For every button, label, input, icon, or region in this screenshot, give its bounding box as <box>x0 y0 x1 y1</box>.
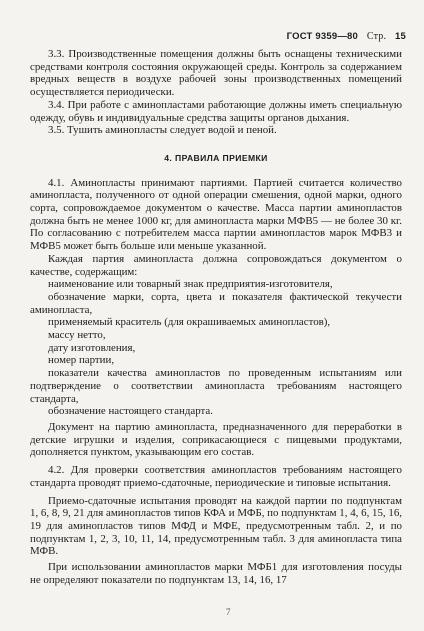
paragraph-3-5: 3.5. Тушить аминопласты следует водой и пеной. <box>48 124 277 137</box>
paragraph-acceptance-tests: Приемо-сдаточные испытания проводят на каждой партии по подпунктам 1, 6, 8, 9, 21 для аминопластов типов КФА и МФБ, по подпунктам 1, 4, 6, 15, 16, 19 для аминопластов типов МФД и МФЕ, предусмотренным табл. 2, и по подпунктам 1, 2, 3, 10, 11, 14, предусмотренным табл. 3 для аминопласта типа МФВ. <box>30 494 402 558</box>
list-item: дату изготовления, <box>48 341 136 354</box>
page-number: 15 <box>395 31 406 42</box>
list-item: обозначение марки, сорта, цвета и показателя фактической текучести аминопласта, <box>30 290 402 316</box>
list-item: наименование или товарный знак предприятия-изготовителя, <box>48 278 333 291</box>
paragraph-toys: Документ на партию аминопласта, предназначенного для переработки в детские игрушки и изделия, соприкасающиеся с пищевыми продуктами, дополняется пунктом, указывающим его состав. <box>30 420 402 459</box>
paragraph-4-2: 4.2. Для проверки соответствия аминопластов требованиям настоящего стандарта проводят приемо-сдаточные, периодические и типовые испытания. <box>30 464 402 489</box>
page-header <box>281 31 406 42</box>
page-label: Стр. <box>366 31 387 42</box>
paragraph-tableware: При использовании аминопластов марки МФБ1 для изготовления посуды не определяют показатели по подпунктам 13, 14, 16, 17 <box>30 561 402 586</box>
document-body <box>30 48 402 586</box>
section-title: 4. ПРАВИЛА ПРИЕМКИ <box>164 152 268 163</box>
paragraph-4-1: 4.1. Аминопласты принимают партиями. Партией считается количество аминопласта, полученного от одной операции смешения, одной марки, одного сорта, сопровождаемое документом о качестве. Масса партии аминопластов должна быть не менее 1000 кг, для аминопласта марки МФВ5 — не более 30 кг. По согласованию с потребителем масса партии аминопластов марок МФВ3 и МФВ5 может быть больше или меньше указанной. <box>30 176 402 253</box>
list-item: показатели качества аминопластов по проведенным испытаниям или подтверждение о соответствии аминопласта требованиям настоящего стандарта, <box>30 367 402 405</box>
footer-mark: 7 <box>226 607 231 617</box>
paragraph-3-3: 3.3. Производственные помещения должны быть оснащены техническими средствами контроля состояния окружающей среды. Контроль за содержанием вредных веществ в воздухе рабочей зоны производственных помещений осуществляется периодически. <box>30 48 402 99</box>
list-item: применяемый краситель (для окрашиваемых аминопластов), <box>48 316 331 329</box>
list-item: массу нетто, <box>48 329 106 342</box>
list-item: номер партии, <box>48 354 115 367</box>
paragraph-3-4: 3.4. При работе с аминопластами работающие должны иметь специальную одежду, обувь и индивидуальные средства защиты органов дыхания. <box>30 98 402 124</box>
list-item: обозначение настоящего стандарта. <box>48 405 213 418</box>
paragraph-quality-document: Каждая партия аминопласта должна сопровождаться документом о качестве, содержащим: <box>30 252 402 278</box>
standard-code: ГОСТ 9359—80 <box>286 31 358 42</box>
